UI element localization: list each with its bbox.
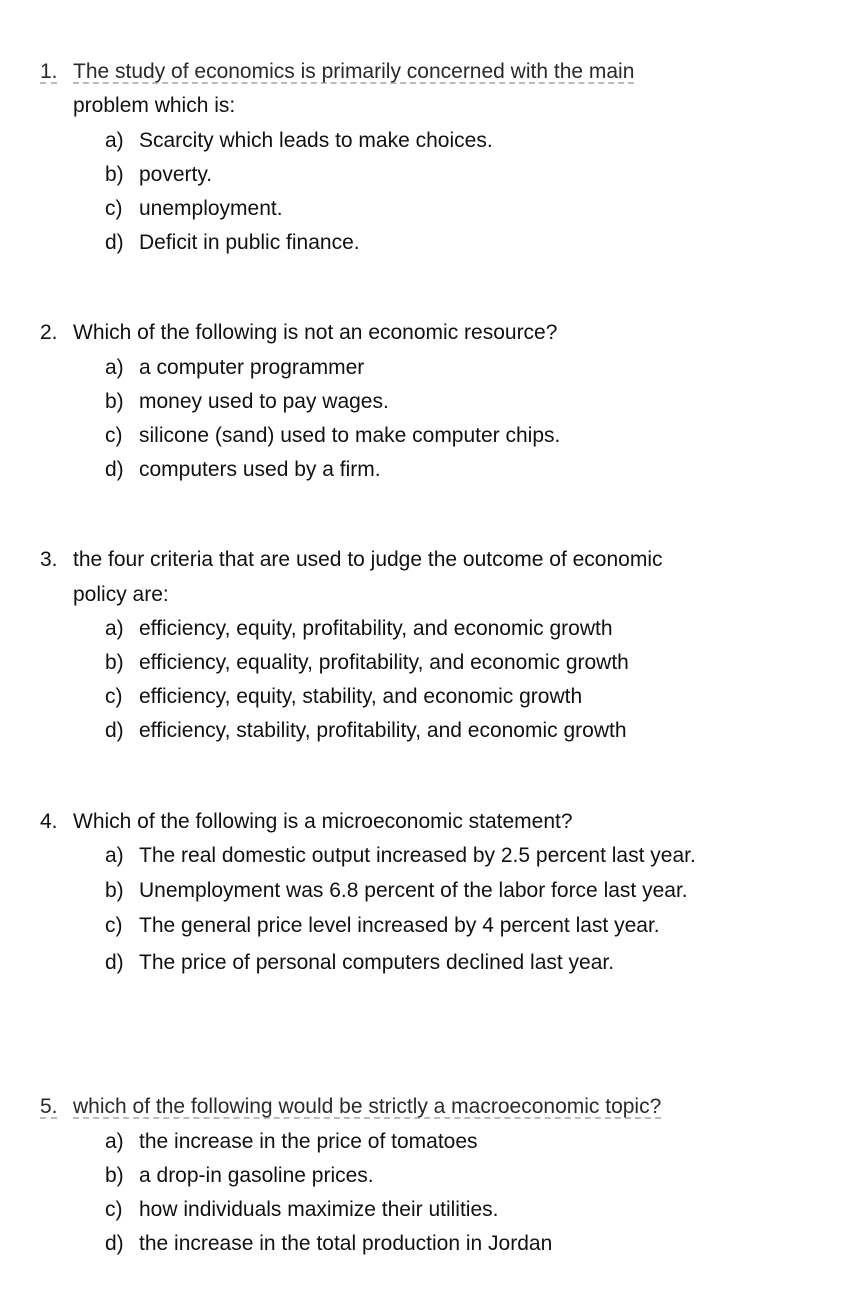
option-text: a drop-in gasoline prices. (139, 1164, 374, 1187)
option-text: how individuals maximize their utilities. (139, 1198, 499, 1221)
option-text: The real domestic output increased by 2.5 percent last year. (139, 844, 696, 867)
question-2-line (40, 320, 557, 346)
option-b (105, 1163, 374, 1189)
option-letter: a) (105, 617, 124, 640)
option-d (105, 950, 614, 976)
option-d (105, 230, 360, 256)
question-number: 4. (40, 810, 58, 833)
question-text: the four criteria that are used to judge the outcome of economic (73, 548, 663, 571)
question-text: which of the following would be strictly a macroeconomic topic? (73, 1095, 662, 1118)
option-text: silicone (sand) used to make computer chips. (139, 424, 561, 447)
option-letter: d) (105, 458, 124, 481)
option-text: the increase in the price of tomatoes (139, 1130, 478, 1153)
option-text: poverty. (139, 163, 213, 186)
option-letter: d) (105, 719, 124, 742)
option-text: a computer programmer (139, 356, 365, 379)
option-letter: b) (105, 163, 124, 186)
option-d (105, 457, 381, 483)
option-b (105, 389, 389, 415)
question-number: 1. (40, 60, 58, 83)
question-4-line (40, 809, 573, 835)
option-c (105, 423, 560, 449)
option-letter: c) (105, 424, 123, 447)
option-b (105, 650, 629, 676)
option-letter: c) (105, 197, 123, 220)
option-text: Scarcity which leads to make choices. (139, 129, 493, 152)
option-c (105, 196, 283, 222)
option-text: the increase in the total production in Jordan (139, 1232, 553, 1255)
option-c (105, 684, 582, 710)
option-text: Deficit in public finance. (139, 231, 360, 254)
question-3-line (40, 547, 663, 573)
option-a (105, 128, 493, 154)
question-text: Which of the following is not an economic resource? (73, 321, 558, 344)
option-b (105, 878, 688, 904)
option-letter: b) (105, 1164, 124, 1187)
question-5-line (40, 1094, 661, 1120)
option-letter: a) (105, 844, 124, 867)
option-letter: a) (105, 1130, 124, 1153)
option-letter: d) (105, 951, 124, 974)
option-c (105, 913, 660, 939)
question-number: 3. (40, 548, 58, 571)
question-text-continued: policy are: (73, 583, 169, 606)
option-letter: d) (105, 231, 124, 254)
question-number: 5. (40, 1095, 58, 1118)
option-letter: b) (105, 879, 124, 902)
option-d (105, 1231, 552, 1257)
option-text: efficiency, equity, stability, and economic growth (139, 685, 583, 708)
option-text: efficiency, equality, profitability, and economic growth (139, 651, 629, 674)
option-a (105, 355, 364, 381)
option-a (105, 616, 613, 642)
option-a (105, 843, 696, 869)
option-text: The price of personal computers declined last year. (139, 951, 615, 974)
option-letter: a) (105, 129, 124, 152)
option-text: efficiency, stability, profitability, and economic growth (139, 719, 627, 742)
option-text: Unemployment was 6.8 percent of the labor force last year. (139, 879, 688, 902)
option-c (105, 1197, 498, 1223)
option-letter: c) (105, 914, 123, 937)
question-text: The study of economics is primarily concerned with the main (73, 60, 635, 83)
question-text-continued: problem which is: (73, 94, 236, 117)
option-text: money used to pay wages. (139, 390, 389, 413)
question-text: Which of the following is a microeconomic statement? (73, 810, 573, 833)
option-b (105, 162, 212, 188)
option-letter: c) (105, 1198, 123, 1221)
option-text: unemployment. (139, 197, 283, 220)
option-letter: c) (105, 685, 123, 708)
option-letter: b) (105, 390, 124, 413)
option-text: computers used by a firm. (139, 458, 381, 481)
option-letter: b) (105, 651, 124, 674)
option-letter: d) (105, 1232, 124, 1255)
question-number: 2. (40, 321, 58, 344)
option-letter: a) (105, 356, 124, 379)
option-a (105, 1129, 478, 1155)
question-1-line (40, 59, 634, 85)
option-d (105, 718, 627, 744)
option-text: The general price level increased by 4 percent last year. (139, 914, 660, 937)
option-text: efficiency, equity, profitability, and economic growth (139, 617, 613, 640)
